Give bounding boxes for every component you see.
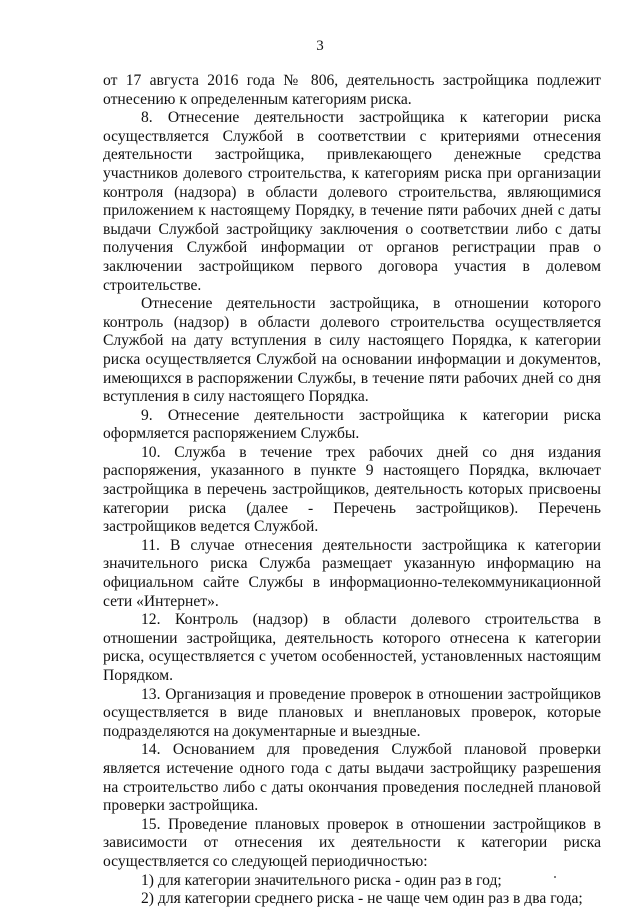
document-text: [103, 72, 601, 909]
list-item-1: 1) для категории значительного риска - один раз в год;: [141, 871, 502, 889]
paragraph-15: 15. Проведение плановых проверок в отношении застройщиков в зависимости от отнесения их деятельности к категории риска осуществляется со следующей периодичностью:: [103, 815, 601, 870]
paragraph-12: 12. Контроль (надзор) в области долевого строительства в отношении застройщика, деятельность которого отнесена к категории риска, осуществляется с учетом особенностей, установленных настоящим Порядком.: [103, 611, 601, 684]
paragraph-14: 14. Основанием для проведения Службой плановой проверки является истечение одного года с даты выдачи застройщику разрешения на строительство либо с даты окончания проведения последней плановой проверки застройщика.: [103, 741, 601, 815]
paragraph-10: 10. Служба в течение трех рабочих дней со дня издания распоряжения, указанного в пункте 9 настоящего Порядка, включает застройщика в перечень застройщиков, деятельность которых присвоены категории риска (далее - Перечень застройщиков). Перечень застройщиков ведется Службой.: [103, 443, 601, 536]
page-number: 3: [316, 38, 324, 54]
list-item-2: 2) для категории среднего риска - не чаще чем один раз в два года;: [141, 890, 583, 908]
paragraph-13: 13. Организация и проведение проверок в отношении застройщиков осуществляется в виде плановых и внеплановых проверок, которые подразделяются на документарные и выездные.: [103, 685, 601, 740]
scan-speck: [554, 876, 556, 878]
paragraph-8: 8. Отнесение деятельности застройщика к категории риска осуществляется Службой в соответствии с критериями отнесения деятельности застройщика, привлекающего денежные средства участников долевого строительства, к категориям риска при организации контроля (надзора) в области долевого строительства, являющимися приложением к настоящему Порядку, в течение пяти рабочих дней с даты выдачи Службой застройщику заключения о соответствии либо с даты получения Службой информации от органов регистрации прав о заключении застройщиком первого договора участия в долевом строительстве.: [103, 109, 601, 294]
paragraph-11: 11. В случае отнесения деятельности застройщика к категории значительного риска Служба размещает указанную информацию на официальном сайте Службы в информационно-телекоммуникационной сети «Интернет».: [103, 536, 601, 610]
paragraph-9: 9. Отнесение деятельности застройщика к категории риска оформляется распоряжением Службы.: [103, 406, 601, 443]
paragraph-continuation: от 17 августа 2016 года № 806, деятельность застройщика подлежит отнесению к определенным категориям риска.: [103, 72, 601, 108]
paragraph-8-continued: Отнесение деятельности застройщика, в отношении которого контроль (надзор) в области долевого строительства осуществляется Службой на дату вступления в силу настоящего Порядка, к категории риска осуществляется Службой на основании информации и документов, имеющихся в распоряжении Службы, в течение пяти рабочих дней со дня вступления в силу настоящего Порядка.: [103, 295, 601, 406]
